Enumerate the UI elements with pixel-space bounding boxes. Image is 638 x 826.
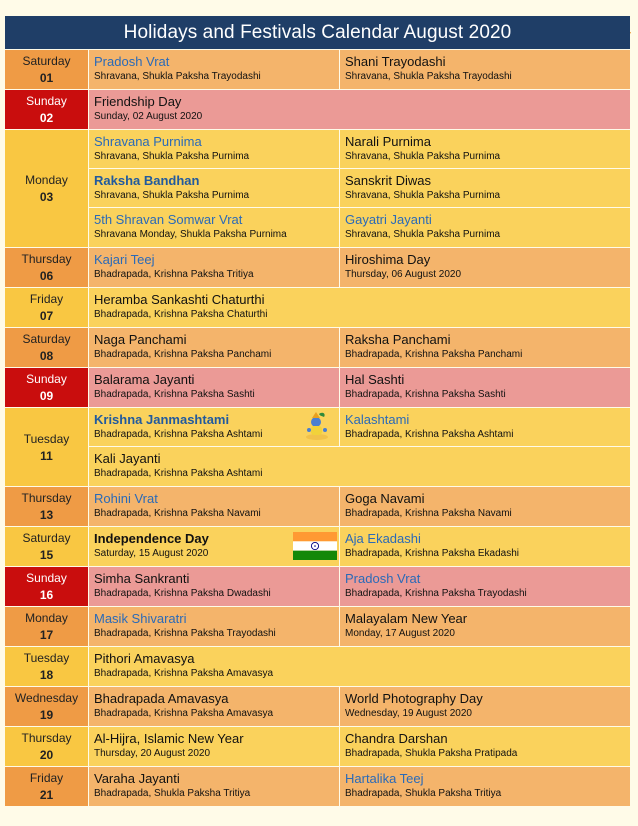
event-link[interactable]: Pradosh Vrat — [345, 571, 421, 586]
event-description: Bhadrapada, Krishna Paksha Amavasya — [94, 668, 273, 679]
date-number: 16 — [39, 588, 54, 602]
date-number: 02 — [39, 111, 54, 125]
weekday: Sunday — [26, 571, 67, 585]
event-cell[interactable] — [89, 607, 340, 646]
event-description: Shravana, Shukla Paksha Purnima — [94, 190, 250, 201]
event-cell — [89, 687, 340, 726]
weekday: Wednesday — [14, 691, 79, 705]
event-link[interactable]: Hartalika Teej — [345, 771, 424, 786]
day-row — [5, 90, 631, 130]
day-row — [5, 487, 631, 527]
event-name: Hal Sashti — [345, 372, 405, 387]
event-description: Shravana, Shukla Paksha Trayodashi — [94, 71, 261, 82]
weekday: Monday — [25, 173, 68, 187]
event-name: Shani Trayodashi — [345, 54, 446, 69]
day-row — [5, 288, 631, 328]
date-number: 06 — [39, 269, 54, 283]
date-number: 08 — [39, 349, 54, 363]
event-name: Hiroshima Day — [345, 252, 431, 267]
event-description: Bhadrapada, Krishna Paksha Ekadashi — [345, 548, 520, 559]
date-number: 17 — [39, 628, 54, 642]
date-number: 15 — [39, 548, 54, 562]
weekday: Tuesday — [23, 651, 70, 665]
event-cell — [89, 727, 340, 766]
event-cell[interactable] — [89, 408, 340, 446]
event-link[interactable]: Krishna Janmashtami — [94, 412, 230, 427]
weekday: Friday — [29, 771, 64, 785]
event-link[interactable]: Pradosh Vrat — [94, 54, 170, 69]
event-cell[interactable] — [89, 50, 340, 89]
event-cell[interactable] — [89, 487, 340, 526]
event-name: Sanskrit Diwas — [345, 173, 431, 188]
event-description: Thursday, 20 August 2020 — [94, 748, 211, 759]
event-description: Bhadrapada, Shukla Paksha Tritiya — [94, 788, 251, 799]
event-description: Thursday, 06 August 2020 — [345, 269, 462, 280]
event-description: Shravana, Shukla Paksha Purnima — [345, 190, 501, 201]
day-row — [5, 408, 631, 487]
event-description: Bhadrapada, Krishna Paksha Sashti — [345, 389, 506, 400]
event-cell[interactable] — [340, 408, 630, 446]
day-label — [5, 90, 89, 129]
weekday: Saturday — [22, 54, 71, 68]
event-description: Bhadrapada, Shukla Paksha Pratipada — [345, 748, 518, 759]
event-description: Bhadrapada, Krishna Paksha Trayodashi — [94, 628, 276, 639]
page-title: Holidays and Festivals Calendar August 2020 — [123, 21, 512, 43]
weekday: Monday — [25, 611, 68, 625]
weekday: Friday — [29, 292, 64, 306]
event-name: Goga Navami — [345, 491, 425, 506]
day-row — [5, 647, 631, 687]
weekday: Tuesday — [23, 431, 70, 446]
event-cell — [340, 50, 630, 89]
day-label — [5, 248, 89, 287]
weekday: Saturday — [22, 332, 71, 346]
event-cell[interactable] — [340, 208, 630, 247]
event-cell[interactable] — [340, 527, 630, 566]
event-description: Bhadrapada, Shukla Paksha Tritiya — [345, 788, 502, 799]
day-row — [5, 50, 631, 90]
event-description: Monday, 17 August 2020 — [345, 628, 455, 639]
day-label — [5, 647, 89, 686]
date-number: 07 — [39, 309, 54, 323]
event-description: Bhadrapada, Krishna Paksha Tritiya — [94, 269, 254, 280]
day-label — [5, 408, 89, 486]
date-number: 09 — [39, 389, 54, 403]
event-cell[interactable] — [340, 767, 630, 806]
event-cell[interactable] — [89, 169, 340, 207]
date-number: 11 — [40, 448, 53, 463]
weekday: Saturday — [22, 531, 71, 545]
day-row — [5, 527, 631, 567]
event-link[interactable]: Kajari Teej — [94, 252, 155, 267]
date-number: 20 — [39, 748, 54, 762]
day-label — [5, 567, 89, 606]
event-description: Shravana, Shukla Paksha Trayodashi — [345, 71, 512, 82]
event-description: Bhadrapada, Krishna Paksha Ashtami — [94, 429, 263, 440]
event-cell — [89, 527, 340, 566]
event-name: Heramba Sankashti Chaturthi — [94, 292, 265, 307]
event-name: Kali Jayanti — [94, 451, 161, 466]
day-label — [5, 727, 89, 766]
calendar-table — [5, 50, 631, 807]
event-description: Bhadrapada, Krishna Paksha Navami — [94, 508, 261, 519]
event-cell[interactable] — [340, 567, 630, 606]
calendar-header — [5, 16, 630, 49]
day-label — [5, 130, 89, 247]
event-description: Shravana Monday, Shukla Paksha Purnima — [94, 229, 287, 240]
day-row — [5, 130, 631, 248]
event-name: Varaha Jayanti — [94, 771, 180, 786]
event-cell[interactable] — [89, 248, 340, 287]
event-name: Raksha Panchami — [345, 332, 451, 347]
event-cell — [89, 447, 630, 486]
day-label — [5, 607, 89, 646]
weekday: Thursday — [21, 252, 72, 266]
event-cell — [89, 567, 340, 606]
event-name: Bhadrapada Amavasya — [94, 691, 229, 706]
weekday: Sunday — [26, 372, 67, 386]
india-flag-icon — [293, 532, 337, 560]
event-link[interactable]: Shravana Purnima — [94, 134, 202, 149]
event-description: Bhadrapada, Krishna Paksha Panchami — [94, 349, 272, 360]
event-name: World Photography Day — [345, 691, 483, 706]
weekday: Thursday — [21, 491, 72, 505]
event-cell — [340, 487, 630, 526]
day-row — [5, 767, 631, 807]
event-name: Independence Day — [94, 531, 209, 546]
event-cell — [89, 647, 630, 686]
event-cell[interactable] — [89, 130, 340, 168]
event-cell[interactable] — [89, 208, 340, 247]
day-row — [5, 727, 631, 767]
event-description: Saturday, 15 August 2020 — [94, 548, 209, 559]
event-description: Bhadrapada, Krishna Paksha Chaturthi — [94, 309, 268, 320]
date-number: 13 — [39, 508, 54, 522]
event-cell — [340, 328, 630, 367]
weekday: Sunday — [26, 94, 67, 108]
event-name: Friendship Day — [94, 94, 182, 109]
day-label — [5, 50, 89, 89]
event-name: Naga Panchami — [94, 332, 187, 347]
event-cell — [340, 727, 630, 766]
krishna-icon — [303, 411, 331, 441]
event-name: Narali Purnima — [345, 134, 431, 149]
event-cell — [89, 767, 340, 806]
event-description: Sunday, 02 August 2020 — [94, 111, 203, 122]
event-cell — [340, 687, 630, 726]
day-row — [5, 368, 631, 408]
day-label — [5, 487, 89, 526]
event-name: Chandra Darshan — [345, 731, 448, 746]
event-link[interactable]: Kalashtami — [345, 412, 410, 427]
event-link[interactable]: Rohini Vrat — [94, 491, 158, 506]
date-number: 21 — [39, 788, 54, 802]
event-link[interactable]: Raksha Bandhan — [94, 173, 200, 188]
event-name: Pithori Amavasya — [94, 651, 195, 666]
day-label — [5, 687, 89, 726]
day-label — [5, 527, 89, 566]
date-number: 19 — [39, 708, 54, 722]
event-description: Bhadrapada, Krishna Paksha Panchami — [345, 349, 523, 360]
day-label — [5, 288, 89, 327]
event-description: Bhadrapada, Krishna Paksha Dwadashi — [94, 588, 271, 599]
event-description: Bhadrapada, Krishna Paksha Ashtami — [345, 429, 514, 440]
day-label — [5, 328, 89, 367]
event-description: Shravana, Shukla Paksha Purnima — [94, 151, 250, 162]
day-label — [5, 767, 89, 806]
event-description: Bhadrapada, Krishna Paksha Amavasya — [94, 708, 273, 719]
event-cell — [340, 368, 630, 407]
date-number: 03 — [39, 190, 54, 204]
event-cell — [340, 130, 630, 168]
event-cell — [89, 368, 340, 407]
event-name: Malayalam New Year — [345, 611, 468, 626]
event-link[interactable]: Masik Shivaratri — [94, 611, 187, 626]
event-name: Al-Hijra, Islamic New Year — [94, 731, 244, 746]
day-row — [5, 248, 631, 288]
event-cell — [340, 607, 630, 646]
day-row — [5, 328, 631, 368]
event-link[interactable]: 5th Shravan Somwar Vrat — [94, 212, 243, 227]
day-row — [5, 567, 631, 607]
event-cell — [89, 288, 630, 327]
day-row — [5, 687, 631, 727]
date-number: 01 — [39, 71, 54, 85]
event-description: Bhadrapada, Krishna Paksha Navami — [345, 508, 512, 519]
date-number: 18 — [39, 668, 54, 682]
day-label — [5, 368, 89, 407]
event-cell — [340, 248, 630, 287]
event-link[interactable]: Gayatri Jayanti — [345, 212, 432, 227]
event-description: Shravana, Shukla Paksha Purnima — [345, 151, 501, 162]
event-name: Balarama Jayanti — [94, 372, 195, 387]
event-link[interactable]: Aja Ekadashi — [345, 531, 421, 546]
event-description: Bhadrapada, Krishna Paksha Ashtami — [94, 468, 263, 479]
event-name: Simha Sankranti — [94, 571, 190, 586]
weekday: Thursday — [21, 731, 72, 745]
event-description: Bhadrapada, Krishna Paksha Trayodashi — [345, 588, 527, 599]
event-cell — [89, 328, 340, 367]
event-description: Shravana, Shukla Paksha Purnima — [345, 229, 501, 240]
event-description: Wednesday, 19 August 2020 — [345, 708, 472, 719]
event-cell — [89, 90, 630, 129]
event-cell — [340, 169, 630, 207]
event-description: Bhadrapada, Krishna Paksha Sashti — [94, 389, 255, 400]
day-row — [5, 607, 631, 647]
